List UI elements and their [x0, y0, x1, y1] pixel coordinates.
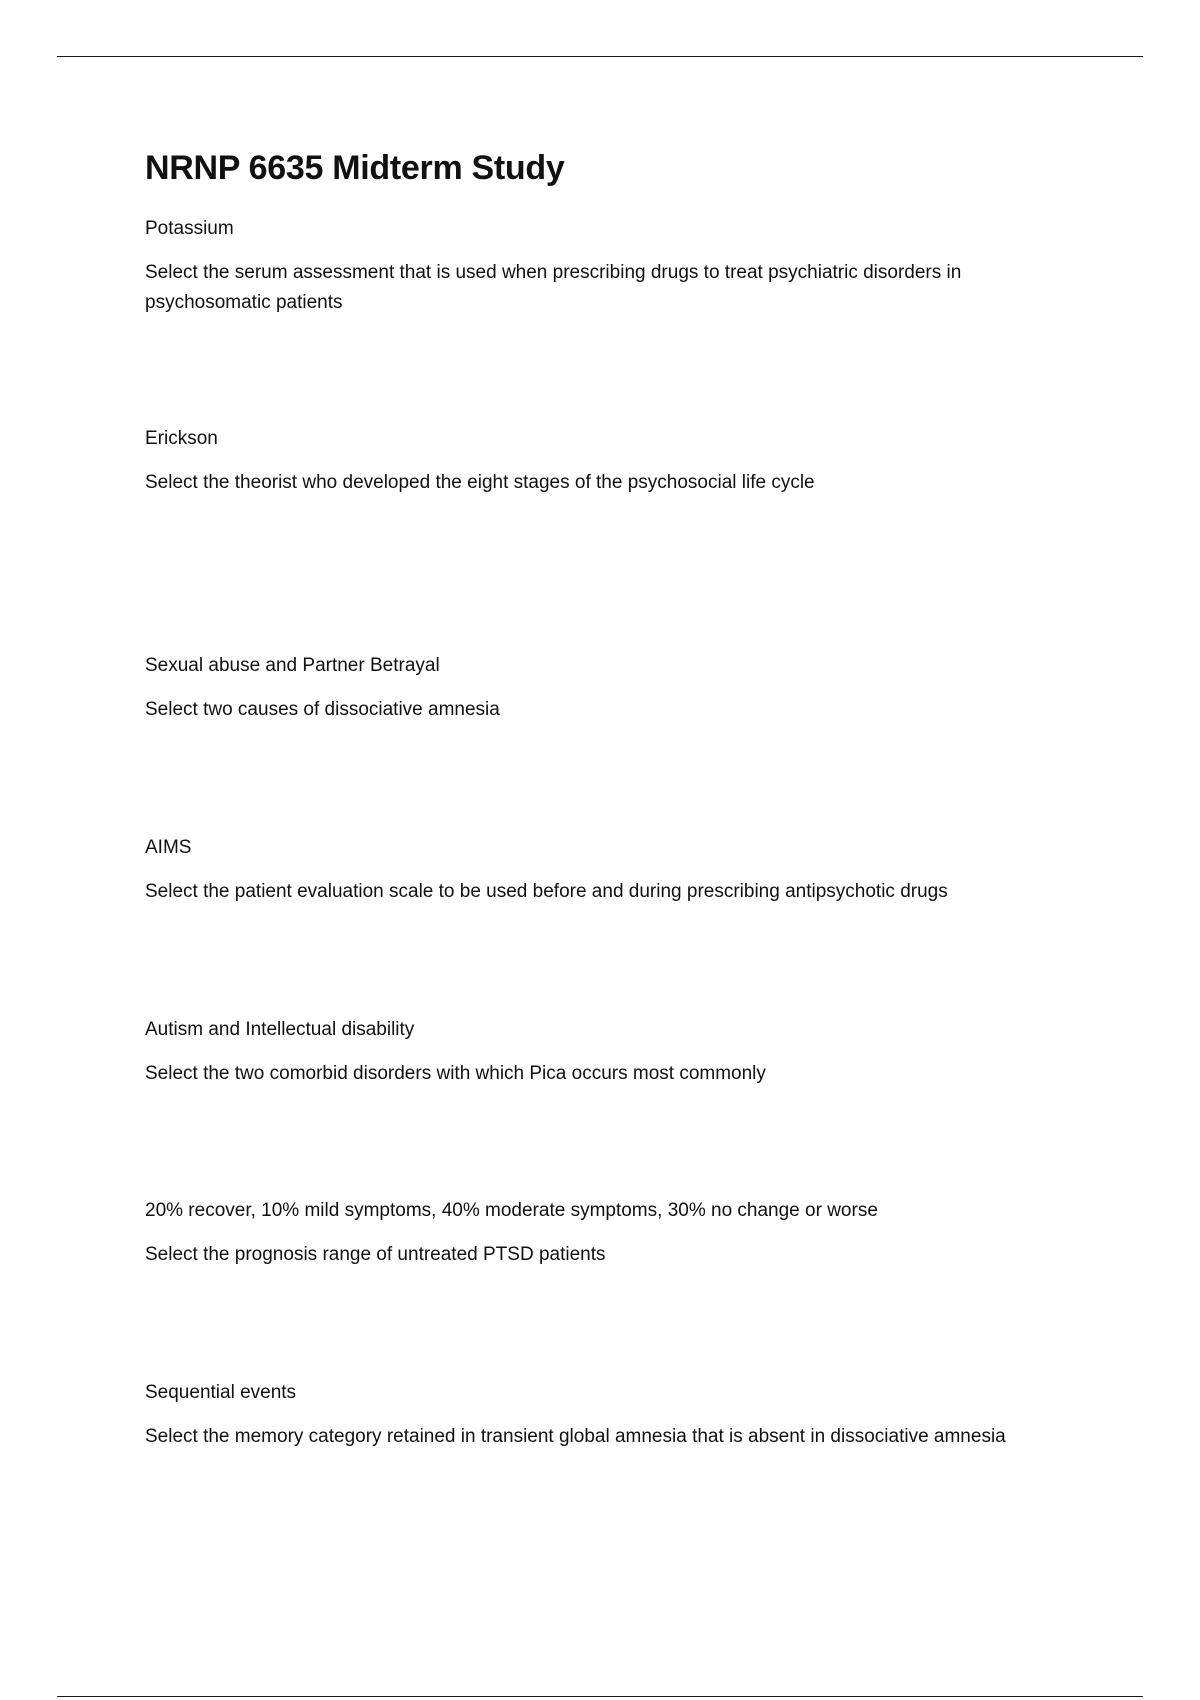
answer-text: Autism and Intellectual disability — [145, 1019, 415, 1040]
answer-text: Potassium — [145, 218, 234, 239]
question-text: Select two causes of dissociative amnesia — [145, 699, 500, 720]
answer-text: Sexual abuse and Partner Betrayal — [145, 655, 440, 676]
question-text: Select the patient evaluation scale to be used before and during prescribing antipsychotic drugs — [145, 881, 948, 902]
answer-text: Erickson — [145, 428, 218, 449]
qa-card — [145, 1015, 1045, 1089]
question-text: Select the two comorbid disorders with which Pica occurs most commonly — [145, 1063, 766, 1084]
qa-card — [145, 214, 1045, 318]
qa-card — [145, 651, 1045, 725]
answer-text: Sequential events — [145, 1382, 297, 1403]
answer-text: 20% recover, 10% mild symptoms, 40% moderate symptoms, 30% no change or worse — [145, 1200, 878, 1221]
question-text: Select the theorist who developed the eight stages of the psychosocial life cycle — [145, 472, 815, 493]
qa-card — [145, 833, 1045, 907]
header-rule — [57, 56, 1143, 57]
question-text: Select the prognosis range of untreated PTSD patients — [145, 1244, 606, 1265]
page-title: NRNP 6635 Midterm Study — [145, 149, 565, 187]
qa-card — [145, 1196, 1045, 1270]
qa-card — [145, 424, 1045, 498]
answer-text: AIMS — [145, 837, 192, 858]
question-text: Select the serum assessment that is used when prescribing drugs to treat psychiatric disorders in psychosomatic patients — [145, 262, 962, 313]
footer-rule — [57, 1696, 1143, 1697]
qa-card — [145, 1378, 1045, 1452]
question-text: Select the memory category retained in transient global amnesia that is absent in dissociative amnesia — [145, 1426, 1006, 1447]
